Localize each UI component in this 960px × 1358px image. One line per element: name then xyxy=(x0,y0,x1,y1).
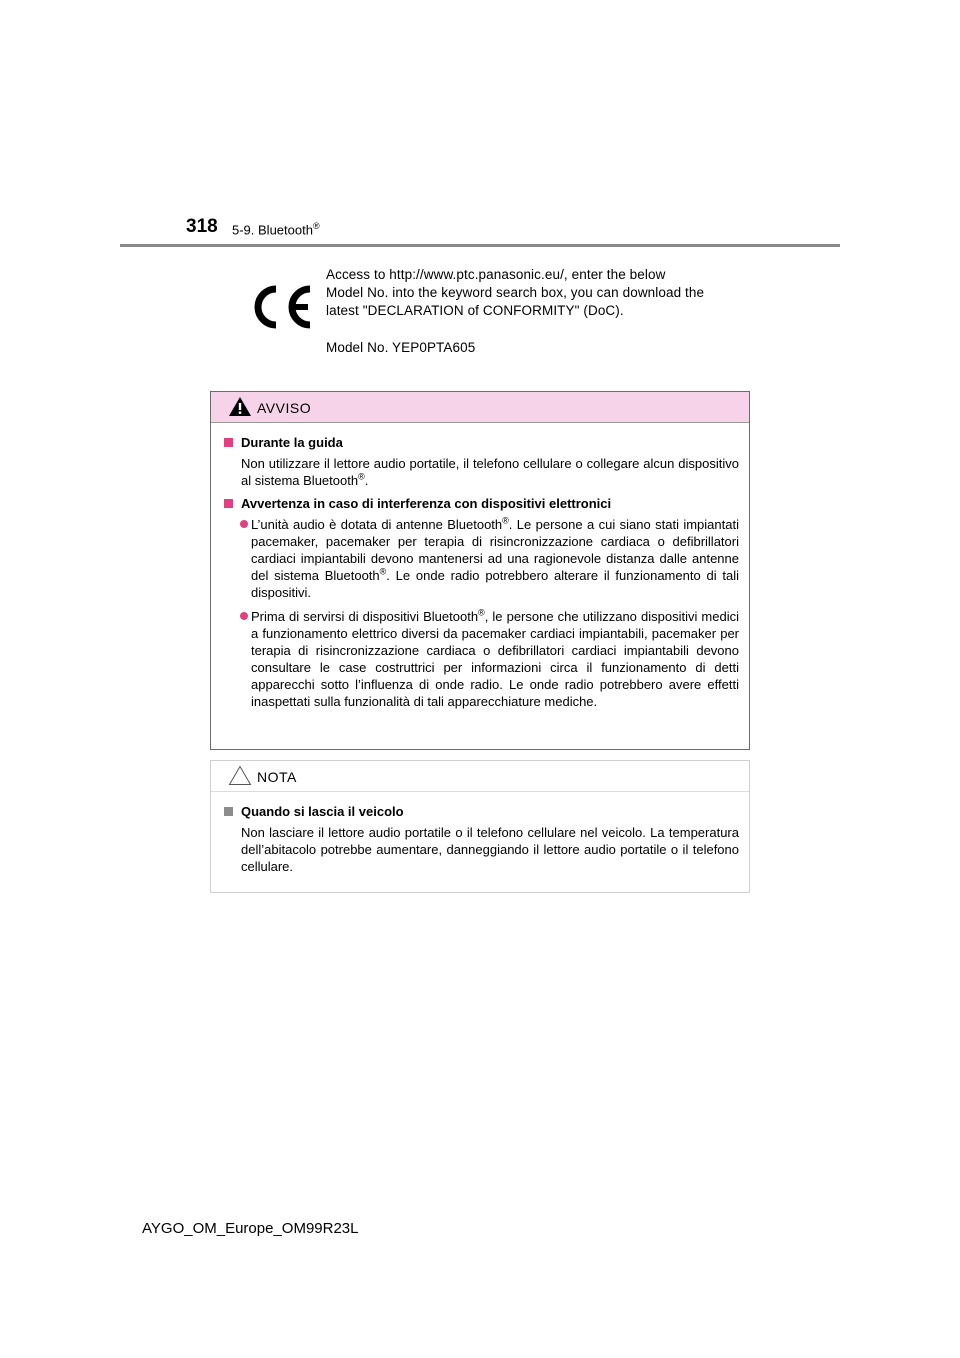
ce-logo xyxy=(246,283,314,336)
page-number: 318 xyxy=(186,216,218,237)
bullet-1-part-a: L’unità audio è dotata di antenne Bluetooth xyxy=(251,517,503,532)
warning-section-title xyxy=(221,434,739,451)
warning-box xyxy=(210,391,750,750)
registered-mark: ® xyxy=(502,515,509,526)
bullet-2-part-a: Prima di servirsi di dispositivi Bluetooth xyxy=(251,609,479,624)
caution-triangle-icon xyxy=(228,765,252,786)
circle-bullet-icon xyxy=(240,612,248,620)
ce-declaration-text xyxy=(326,266,704,357)
bullet-2-part-b: , le persone che utilizzano dispositivi medici a funzionamento elettrico diversi da pacemaker cardiaci impiantabili, pacemaker per terapia di risincronizzazione cardiaca o defibrillatori cardiaci impiantabili devono consultare le case costruttrici per informazioni circa il funzionamento di detti apparecchi sotto l’influenza di onde radio. Le onde radio potrebbero avere effetti inaspettati sulla funzionalità di tali apparecchiature mediche. xyxy=(251,609,739,709)
ce-line-1: Access to http://www.ptc.panasonic.eu/, enter the below xyxy=(326,267,666,282)
section-title-sup: ® xyxy=(312,221,320,231)
section-title-text: 5-9. Bluetooth xyxy=(232,222,313,238)
bullet-1-part-b: . Le persone a cui siano stati impiantati pacemaker, pacemaker per terapia di risincronizzazione cardiaca o defibrillatori cardiaci impiantabili devono mantenersi ad una ragionevole distanza dalle antenne del sistema Bluetooth xyxy=(251,517,739,583)
warning-section-1-text-end: . xyxy=(364,473,369,488)
header-rule xyxy=(120,244,840,247)
registered-mark: ® xyxy=(379,566,387,577)
bullet-2-text xyxy=(251,608,739,710)
warning-section-1-text xyxy=(221,455,739,489)
registered-mark: ® xyxy=(358,471,365,482)
section-title xyxy=(232,221,320,237)
bullet-1-part-c: . Le onde radio potrebbero alterare il funzionamento di tali dispositivi. xyxy=(251,568,739,600)
square-bullet-icon xyxy=(224,807,233,816)
bullet-1-text xyxy=(251,516,739,601)
circle-bullet-icon xyxy=(240,520,248,528)
note-section-title xyxy=(221,803,739,820)
ce-line-3: latest "DECLARATION of CONFORMITY" (DoC). xyxy=(326,303,624,318)
warning-triangle-icon xyxy=(228,396,252,417)
warning-header xyxy=(211,392,749,423)
ce-logo-icon xyxy=(246,283,314,331)
list-item xyxy=(221,608,739,710)
warning-body xyxy=(211,423,749,710)
warning-section-title xyxy=(221,495,739,512)
note-body xyxy=(211,792,749,875)
note-title: Quando si lascia il veicolo xyxy=(241,804,404,819)
note-box xyxy=(210,760,750,893)
ce-line-2: Model No. into the keyword search box, you can download the xyxy=(326,285,705,300)
note-heading: NOTA xyxy=(257,769,297,785)
ce-model-number: Model No. YEP0PTA605 xyxy=(326,340,476,355)
registered-mark: ® xyxy=(478,607,485,618)
square-bullet-icon xyxy=(224,499,233,508)
square-bullet-icon xyxy=(224,438,233,447)
warning-section-2-title: Avvertenza in caso di interferenza con dispositivi elettronici xyxy=(241,496,612,511)
note-header xyxy=(211,761,749,792)
warning-section-1-text-main: Non utilizzare il lettore audio portatile, il telefono cellulare o collegare alcun dispositivo al sistema Bluetooth xyxy=(241,456,739,488)
warning-section-1-title: Durante la guida xyxy=(241,435,343,450)
list-item xyxy=(221,516,739,601)
warning-heading: AVVISO xyxy=(257,400,312,416)
footer-doc-id: AYGO_OM_Europe_OM99R23L xyxy=(142,1220,359,1237)
note-text: Non lasciare il lettore audio portatile o il telefono cellulare nel veicolo. La temperatura dell’abitacolo potrebbe aumentare, danneggiando il lettore audio portatile o il telefono cellulare. xyxy=(241,825,739,874)
